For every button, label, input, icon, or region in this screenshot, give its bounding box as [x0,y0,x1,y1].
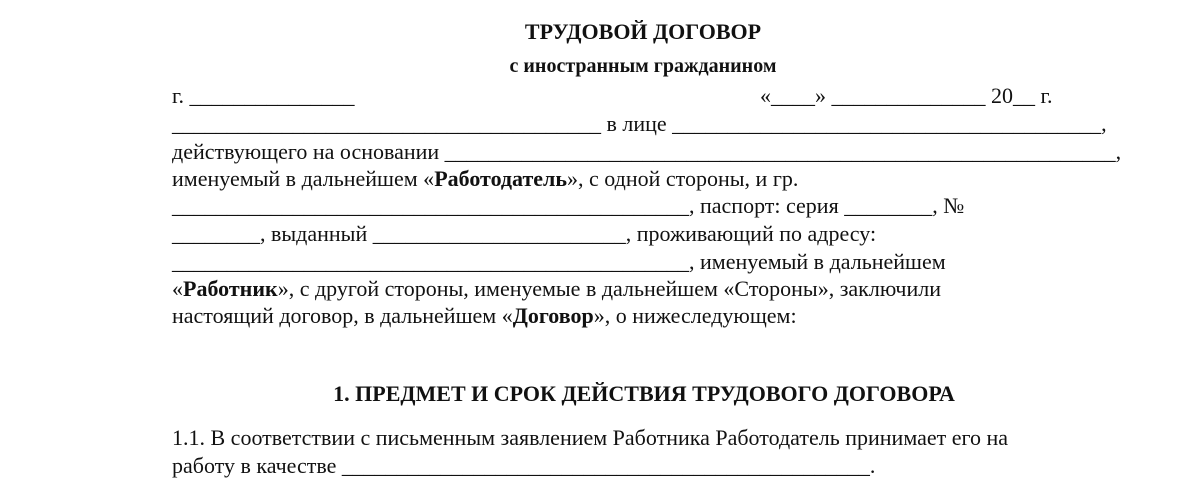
party-line-2: действующего на основании _____________________________________________________________, [172,139,1122,164]
party-line-3-post: », с одной стороны, и гр. [567,166,799,191]
party-line-3-pre: именуемый в дальнейшем « [172,166,435,191]
section-1-heading: 1. ПРЕДМЕТ И СРОК ДЕЙСТВИЯ ТРУДОВОГО ДОГОВОРА [333,381,955,406]
party-line-7-pre: « [172,276,183,301]
city-field: г. _______________ [172,83,355,108]
clause-1-1-line-1: 1.1. В соответствии с письменным заявлением Работника Работодатель принимает его на [172,425,1009,450]
contract-term: Договор [512,303,594,328]
document-title: ТРУДОВОЙ ДОГОВОР [524,19,762,44]
party-line-7-post: », с другой стороны, именуемые в дальнейшем «Стороны», заключили [277,276,942,301]
document-subtitle: с иностранным гражданином [509,55,777,77]
employee-term: Работник [183,276,278,301]
party-line-3 [172,166,798,192]
party-line-8-post: », о нижеследующем: [593,303,797,328]
party-line-6: _______________________________________________, именуемый в дальнейшем [172,249,946,274]
date-field: «____» ______________ 20__ г. [760,83,1053,108]
party-line-5: ________, выданный _______________________, проживающий по адресу: [172,221,877,246]
party-line-7 [172,276,941,302]
party-line-8-pre: настоящий договор, в дальнейшем « [172,303,513,328]
party-line-1: _______________________________________ в лице _______________________________________, [172,111,1107,136]
party-line-8 [172,303,797,329]
employer-term: Работодатель [434,166,568,191]
clause-1-1-line-2: работу в качестве ________________________________________________. [172,453,876,478]
party-line-4: _______________________________________________, паспорт: серия ________, № [172,193,965,218]
